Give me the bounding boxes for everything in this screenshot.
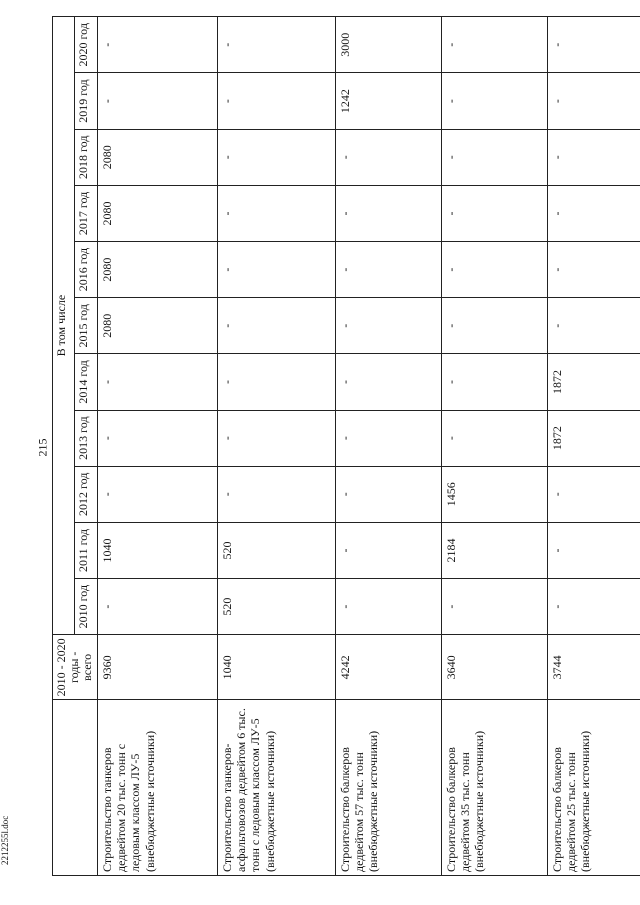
row-year-cell: -: [441, 73, 547, 129]
header-year-cell: 2011 год: [75, 522, 97, 578]
table-row: [547, 17, 640, 876]
row-year-cell: -: [547, 17, 640, 74]
row-total-cell: 3744: [547, 635, 640, 700]
row-year-cell: -: [217, 73, 335, 129]
row-year-cell: -: [335, 298, 441, 354]
header-year-cell: 2014 год: [75, 354, 97, 410]
row-name-cell: Строительство танкеров-асфальтовозов дедвейтом 6 тыс. тонн с ледовым классом ЛУ-5 (внебюджетные источники): [217, 700, 335, 876]
row-year-cell: 2080: [97, 129, 217, 185]
row-name-cell: Строительство танкеров дедвейтом 20 тыс. тонн с ледовым классом ЛУ-5 (внебюджетные источники): [97, 700, 217, 876]
row-year-cell: -: [441, 354, 547, 410]
row-year-cell: -: [547, 185, 640, 241]
row-year-cell: -: [441, 242, 547, 298]
row-year-cell: -: [441, 298, 547, 354]
row-total-cell: 1040: [217, 635, 335, 700]
row-year-cell: -: [441, 410, 547, 466]
row-year-cell: 3000: [335, 17, 441, 74]
row-year-cell: 2080: [97, 298, 217, 354]
row-year-cell: -: [335, 354, 441, 410]
row-year-cell: -: [547, 129, 640, 185]
header-total-cell: 2010 - 2020 годы - всего: [53, 635, 98, 700]
header-year-cell: 2015 год: [75, 298, 97, 354]
row-name-cell: Строительство балкеров дедвейтом 35 тыс. тонн (внебюджетные источники): [441, 700, 547, 876]
row-year-cell: -: [97, 17, 217, 74]
row-year-cell: -: [441, 129, 547, 185]
row-year-cell: -: [547, 466, 640, 522]
header-row-group: [53, 17, 75, 876]
row-year-cell: -: [547, 73, 640, 129]
row-year-cell: -: [97, 579, 217, 635]
header-year-cell: 2017 год: [75, 185, 97, 241]
row-year-cell: 1872: [547, 354, 640, 410]
row-year-cell: -: [547, 242, 640, 298]
table-row: [217, 17, 335, 876]
row-year-cell: 1872: [547, 410, 640, 466]
row-year-cell: -: [217, 242, 335, 298]
row-year-cell: -: [335, 129, 441, 185]
row-year-cell: -: [335, 522, 441, 578]
row-year-cell: -: [335, 242, 441, 298]
page-number: 215: [35, 438, 50, 457]
row-name-cell: Строительство балкеров дедвейтом 57 тыс. тонн (внебюджетные источники): [335, 700, 441, 876]
header-year-cell: 2016 год: [75, 242, 97, 298]
row-total-cell: 3640: [441, 635, 547, 700]
header-name-cell: [53, 700, 98, 876]
row-year-cell: -: [217, 410, 335, 466]
row-year-cell: -: [97, 73, 217, 129]
row-year-cell: -: [547, 579, 640, 635]
doc-footer-code: 2212255l.doc: [0, 815, 10, 865]
header-year-cell: 2013 год: [75, 410, 97, 466]
row-year-cell: 1040: [97, 522, 217, 578]
header-year-cell: 2010 год: [75, 579, 97, 635]
row-year-cell: 1242: [335, 73, 441, 129]
row-year-cell: 520: [217, 522, 335, 578]
row-year-cell: -: [335, 185, 441, 241]
row-year-cell: 2080: [97, 242, 217, 298]
header-year-cell: 2020 год: [75, 17, 97, 74]
row-total-cell: 9360: [97, 635, 217, 700]
table-row: [335, 17, 441, 876]
row-year-cell: -: [97, 410, 217, 466]
row-year-cell: -: [547, 298, 640, 354]
row-year-cell: -: [217, 185, 335, 241]
row-year-cell: -: [335, 579, 441, 635]
row-year-cell: -: [217, 466, 335, 522]
funding-table: [52, 16, 640, 876]
row-year-cell: -: [217, 298, 335, 354]
row-year-cell: -: [217, 129, 335, 185]
row-year-cell: 2080: [97, 185, 217, 241]
row-year-cell: -: [441, 579, 547, 635]
row-name-cell: Строительство балкеров дедвейтом 25 тыс. тонн (внебюджетные источники): [547, 700, 640, 876]
table-row: [97, 17, 217, 876]
row-total-cell: 4242: [335, 635, 441, 700]
header-group-cell: В том числе: [53, 17, 75, 635]
row-year-cell: -: [97, 354, 217, 410]
table-body: [97, 17, 640, 876]
row-year-cell: -: [217, 17, 335, 74]
row-year-cell: 2184: [441, 522, 547, 578]
row-year-cell: 520: [217, 579, 335, 635]
row-year-cell: -: [441, 17, 547, 74]
table-row: [441, 17, 547, 876]
header-year-cell: 2019 год: [75, 73, 97, 129]
row-year-cell: -: [217, 354, 335, 410]
row-year-cell: -: [547, 522, 640, 578]
row-year-cell: -: [335, 410, 441, 466]
header-year-cell: 2012 год: [75, 466, 97, 522]
table-stage: [52, 16, 627, 876]
row-year-cell: -: [441, 185, 547, 241]
header-year-cell: 2018 год: [75, 129, 97, 185]
row-year-cell: -: [97, 466, 217, 522]
row-year-cell: 1456: [441, 466, 547, 522]
row-year-cell: -: [335, 466, 441, 522]
